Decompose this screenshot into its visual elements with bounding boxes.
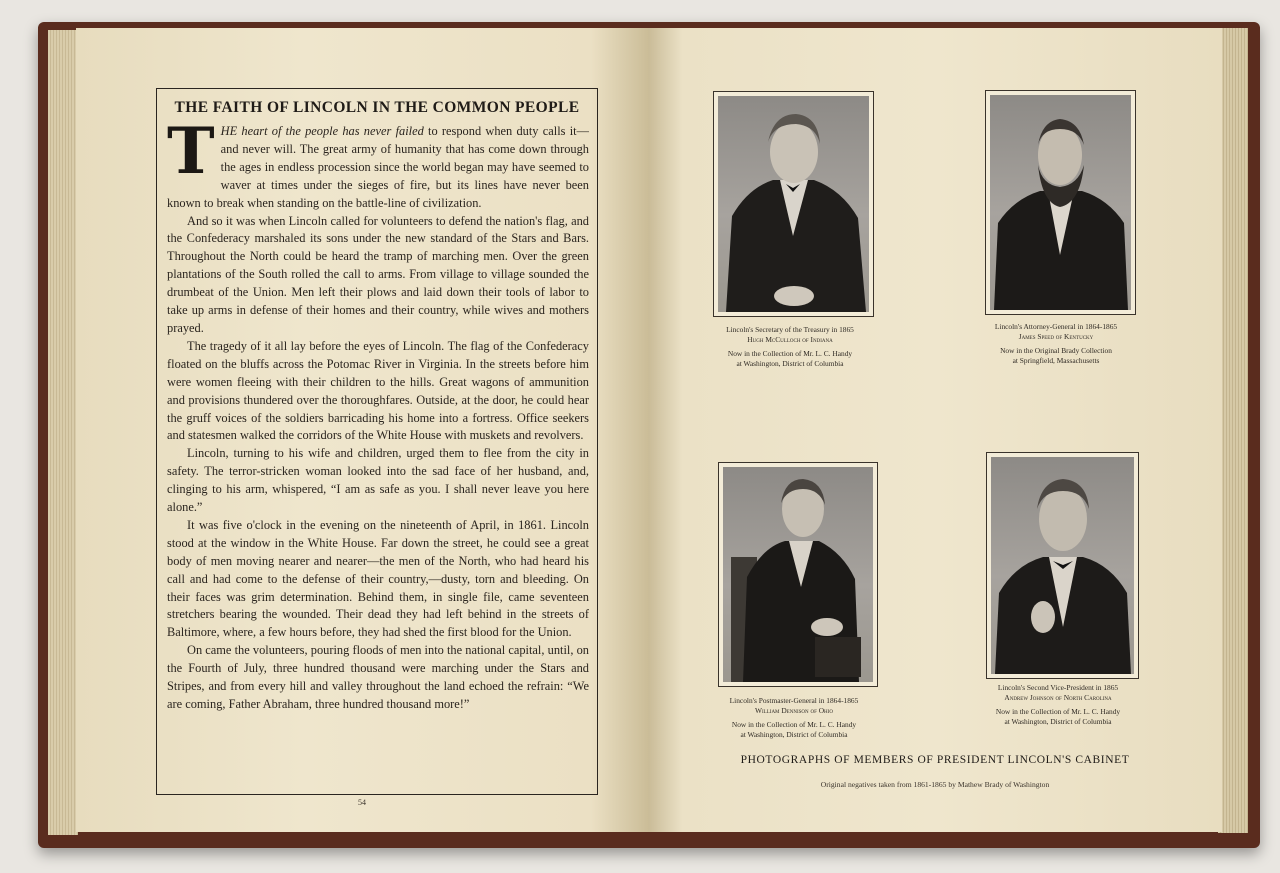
paragraph-4: Lincoln, turning to his wife and children, urged them to flee from the city in safety. The terror-stricken woman looked into the sad face of her husband, and, clinging to his arm, whispered, “I am as safe as you. I shall never leave you here alone.” bbox=[167, 446, 589, 515]
lead-phrase: HE heart of the people has never failed bbox=[220, 124, 424, 138]
body-text bbox=[167, 123, 589, 791]
portrait-image bbox=[723, 467, 873, 682]
drop-cap: T bbox=[167, 123, 215, 189]
portrait-photo-speed bbox=[985, 90, 1136, 315]
portrait-photo-dennison bbox=[718, 462, 878, 687]
caption-location: at Washington, District of Columbia bbox=[736, 358, 844, 368]
page-edges-right bbox=[1218, 28, 1248, 833]
caption-name: James Speed of Kentucky bbox=[1018, 331, 1094, 341]
caption-role: Lincoln's Secretary of the Treasury in 1865 bbox=[726, 325, 854, 334]
caption-name: Hugh McCulloch of Indiana bbox=[747, 334, 833, 344]
caption-mcculloch bbox=[700, 325, 880, 368]
page-edges-left bbox=[48, 30, 78, 835]
paragraph-6: On came the volunteers, pouring floods of men into the national capital, until, on the Fourth of July, three hundred thousand were marching under the Stars and Stripes, and from every hill and valley throughout the land echoed the refrain: “We are coming, Father Abraham, three hundred thousand more!” bbox=[167, 643, 589, 711]
portrait-image bbox=[990, 95, 1131, 310]
cabinet-section-title: PHOTOGRAPHS OF MEMBERS OF PRESIDENT LINCOLN'S CABINET bbox=[740, 754, 1130, 766]
caption-role: Lincoln's Postmaster-General in 1864-1865 bbox=[729, 696, 859, 705]
text-frame bbox=[156, 88, 598, 795]
paragraph-3: The tragedy of it all lay before the eyes of Lincoln. The flag of the Confederacy floated on the bluffs across the Potomac River in Virginia. In the streets before him were women fleeing with their children to the hills. Great wagons of ammunition and provisions thundered over the thoroughfares. Outside, at the door, he could hear the gruff voices of the soldiers barricading his home into a fortress. Office seekers and statesmen walked the corridors of the White House with muskets and revolvers. bbox=[167, 338, 589, 443]
caption-role: Lincoln's Attorney-General in 1864-1865 bbox=[994, 322, 1118, 331]
caption-location: at Washington, District of Columbia bbox=[740, 729, 848, 739]
paragraph-text: to respond when duty calls it—and never will. The great army of humanity that has come down through the ages in endless procession since the world began may have seemed to waver at times under the sieges of fire, but its lines have never been known to break when standing on the battle-line of civilization. bbox=[167, 124, 589, 210]
left-page bbox=[76, 28, 648, 832]
caption-collection: Now in the Collection of Mr. L. C. Handy bbox=[727, 349, 853, 359]
caption-collection: Now in the Collection of Mr. L. C. Handy bbox=[995, 707, 1121, 717]
caption-collection: Now in the Original Brady Collection bbox=[1000, 346, 1112, 356]
paragraph-5: It was five o'clock in the evening on the nineteenth of April, in 1861. Lincoln stood at the window in the White House. Far down the street, he could see a great body of men moving nearer and nearer—the men of the North, who had heard his call and had come to the defense of their country,—dusty, torn and bleeding. On their faces was grim determination. Behind them, in single file, came seventeen stretchers bearing the wounded. Their dead they had left behind in the streets of Baltimore, where, a few hours before, they had shed the first blood for the Union. bbox=[167, 517, 589, 640]
page-number: 54 bbox=[358, 798, 366, 807]
caption-speed bbox=[968, 322, 1144, 365]
caption-name: Andrew Johnson of North Carolina bbox=[1004, 692, 1112, 702]
caption-name: William Dennison of Ohio bbox=[755, 705, 833, 715]
paragraph-2: And so it was when Lincoln called for volunteers to defend the nation's flag, and the Confederacy marshaled its sons under the new standard of the Stars and Bars. Throughout the North could be heard the tramp of marching men. Over the green plantations of the South rolled the call to arms. From village to village sounded the drumbeat of the Union. Men left their plows and laid down their tools of labor to take up arms in defense of their homes and their country, while wives and mothers prayed. bbox=[167, 213, 589, 335]
chapter-title: THE FAITH OF LINCOLN IN THE COMMON PEOPLE bbox=[174, 99, 580, 116]
portrait-image bbox=[991, 457, 1134, 674]
portrait-photo-johnson bbox=[986, 452, 1139, 679]
caption-johnson bbox=[970, 683, 1146, 726]
caption-location: at Washington, District of Columbia bbox=[1004, 716, 1112, 726]
caption-collection: Now in the Collection of Mr. L. C. Handy bbox=[731, 720, 857, 730]
caption-role: Lincoln's Second Vice-President in 1865 bbox=[997, 683, 1119, 692]
paragraph-1 bbox=[167, 123, 589, 213]
caption-dennison bbox=[706, 696, 882, 739]
caption-location: at Springfield, Massachusetts bbox=[1012, 355, 1100, 365]
portrait-image bbox=[718, 96, 869, 312]
portrait-photo-mcculloch bbox=[713, 91, 874, 317]
cabinet-section-subtitle: Original negatives taken from 1861-1865 by Mathew Brady of Washington bbox=[820, 780, 1050, 789]
